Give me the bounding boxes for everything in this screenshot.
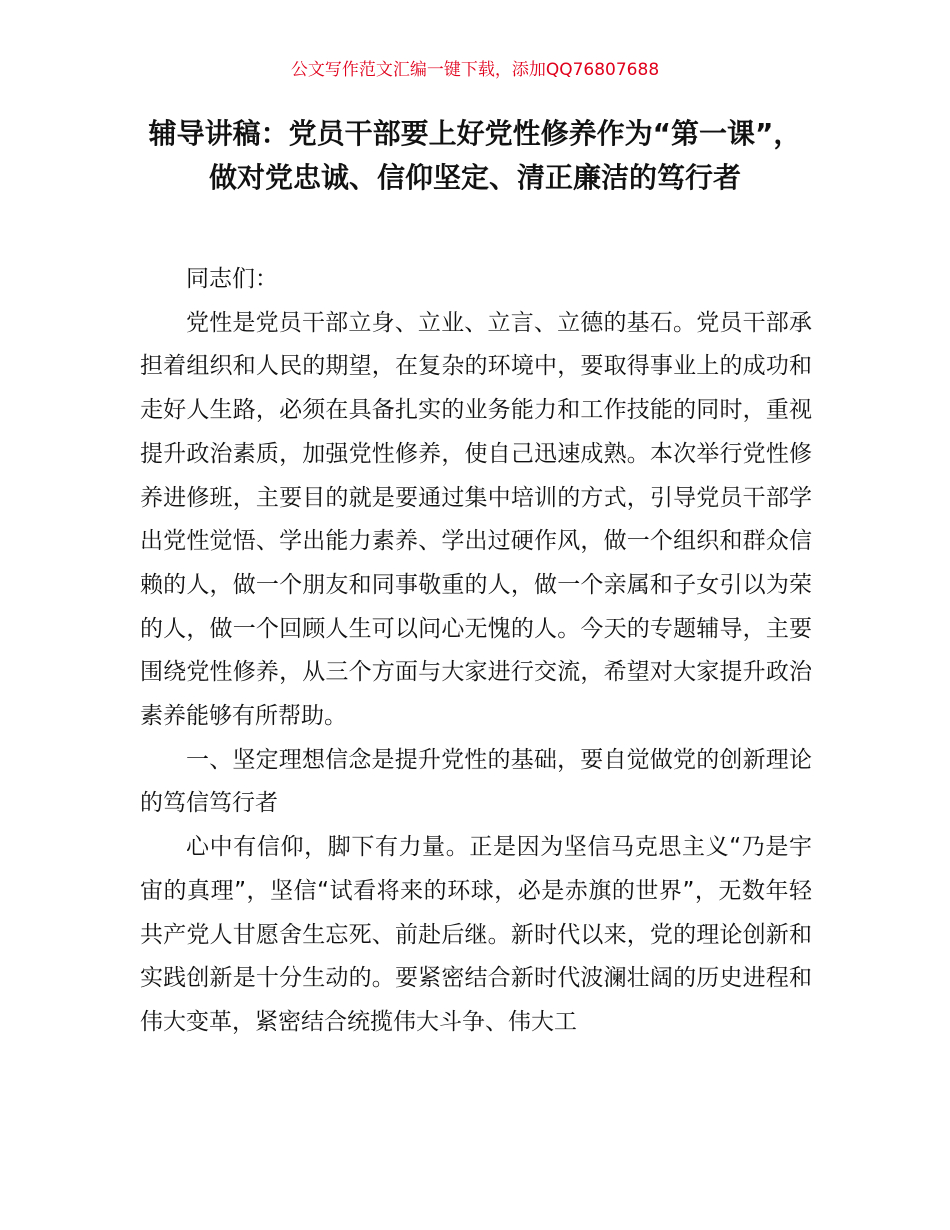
body-paragraph: 心中有信仰，脚下有力量。正是因为坚信马克思主义“乃是宇宙的真理”，坚信“试看将来的环球，必是赤旗的世界”，无数年轻共产党人甘愿舍生忘死、前赴后继。新时代以来，党的理论创新和实践创新是十分生动的。要紧密结合新时代波澜壮阔的历史进程和伟大变革，紧密结合统揽伟大斗争、伟大工	[140, 834, 812, 1035]
document-body	[140, 258, 812, 1045]
salutation: 同志们：	[186, 266, 278, 292]
document-title: 辅导讲稿：党员干部要上好党性修养作为“第一课”，做对党忠诚、信仰坚定、清正廉洁的笃行者	[148, 117, 802, 194]
download-banner[interactable]: 公文写作范文汇编一键下载，添加QQ76807688	[290, 60, 660, 80]
body-paragraph: 党性是党员干部立身、立业、立言、立德的基石。党员干部承担着组织和人民的期望，在复杂的环境中，要取得事业上的成功和走好人生路，必须在具备扎实的业务能力和工作技能的同时，重视提升政治素质，加强党性修养，使自己迅速成熟。本次举行党性修养进修班，主要目的就是要通过集中培训的方式，引导党员干部学出党性觉悟、学出能力素养、学出过硬作风，做一个组织和群众信赖的人，做一个朋友和同事敬重的人，做一个亲属和子女引以为荣的人，做一个回顾人生可以问心无愧的人。今天的专题辅导，主要围绕党性修养，从三个方面与大家进行交流，希望对大家提升政治素养能够有所帮助。	[140, 309, 812, 730]
section-heading: 一、坚定理想信念是提升党性的基础，要自觉做党的创新理论的笃信笃行者	[140, 746, 812, 817]
